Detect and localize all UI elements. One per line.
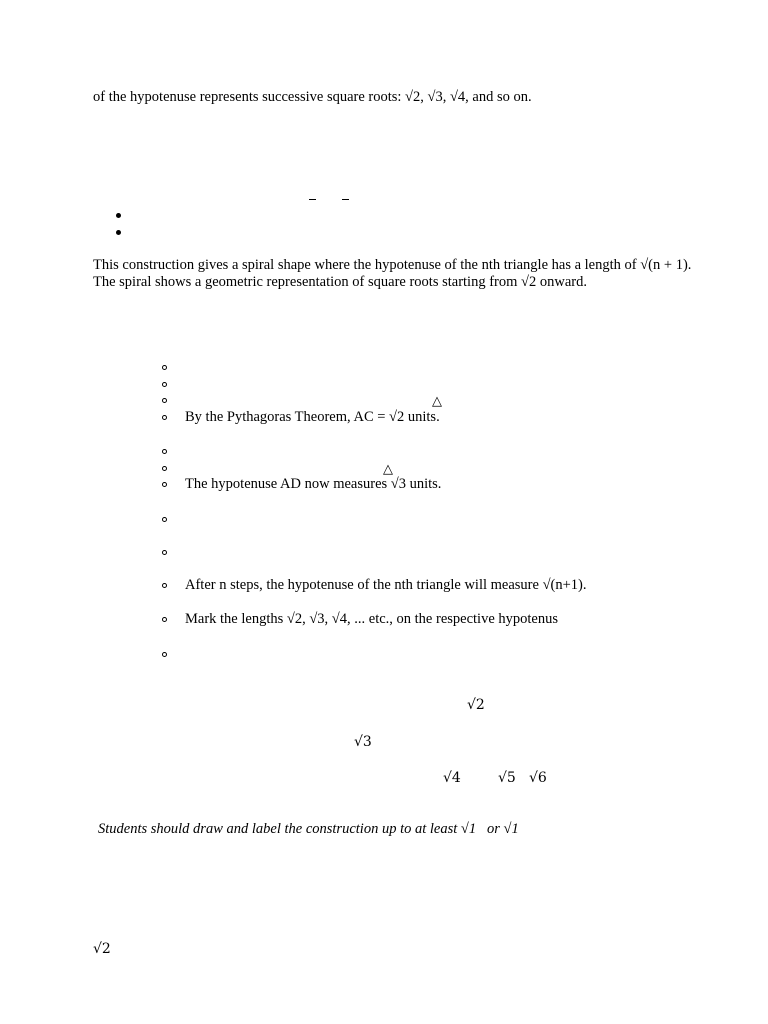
sublist-item-ad: The hypotenuse AD now measures √3 units. [185,476,442,492]
label-sqrt3: √3 [354,734,372,750]
bottom-label-sqrt2: √2 [93,941,111,957]
label-sqrt5: √5 [498,770,516,786]
sublist-bullet [162,398,167,403]
triangle-icon: △ [432,393,442,408]
sublist-bullet [162,382,167,387]
dash-mark [342,199,349,200]
sublist-item-ac: By the Pythagoras Theorem, AC = √2 units. [185,409,440,425]
sublist-bullet [162,652,167,657]
triangle-icon: △ [383,461,393,476]
intro-line: of the hypotenuse represents successive square roots: √2, √3, √4, and so on. [93,89,532,105]
paragraph-line-1: This construction gives a spiral shape where the hypotenuse of the nth triangle has a length of √(n + 1). [93,257,692,273]
sublist-bullet [162,365,167,370]
sublist-bullet [162,517,167,522]
sublist-bullet [162,583,167,588]
sublist-item-nth: After n steps, the hypotenuse of the nth triangle will measure √(n+1). [185,577,587,593]
label-sqrt4: √4 [443,770,461,786]
list-bullet [116,230,121,235]
sublist-bullet [162,466,167,471]
students-note: Students should draw and label the construction up to at least √1 or √1 [98,821,519,837]
sublist-bullet [162,617,167,622]
label-sqrt2: √2 [467,697,485,713]
label-sqrt6: √6 [529,770,547,786]
dash-mark [309,199,316,200]
sublist-bullet [162,550,167,555]
sublist-bullet [162,449,167,454]
sublist-bullet [162,482,167,487]
sublist-item-mark: Mark the lengths √2, √3, √4, ... etc., on the respective hypotenus [185,611,558,627]
paragraph-line-2: The spiral shows a geometric representation of square roots starting from √2 onward. [93,274,587,290]
sublist-bullet [162,415,167,420]
list-bullet [116,213,121,218]
